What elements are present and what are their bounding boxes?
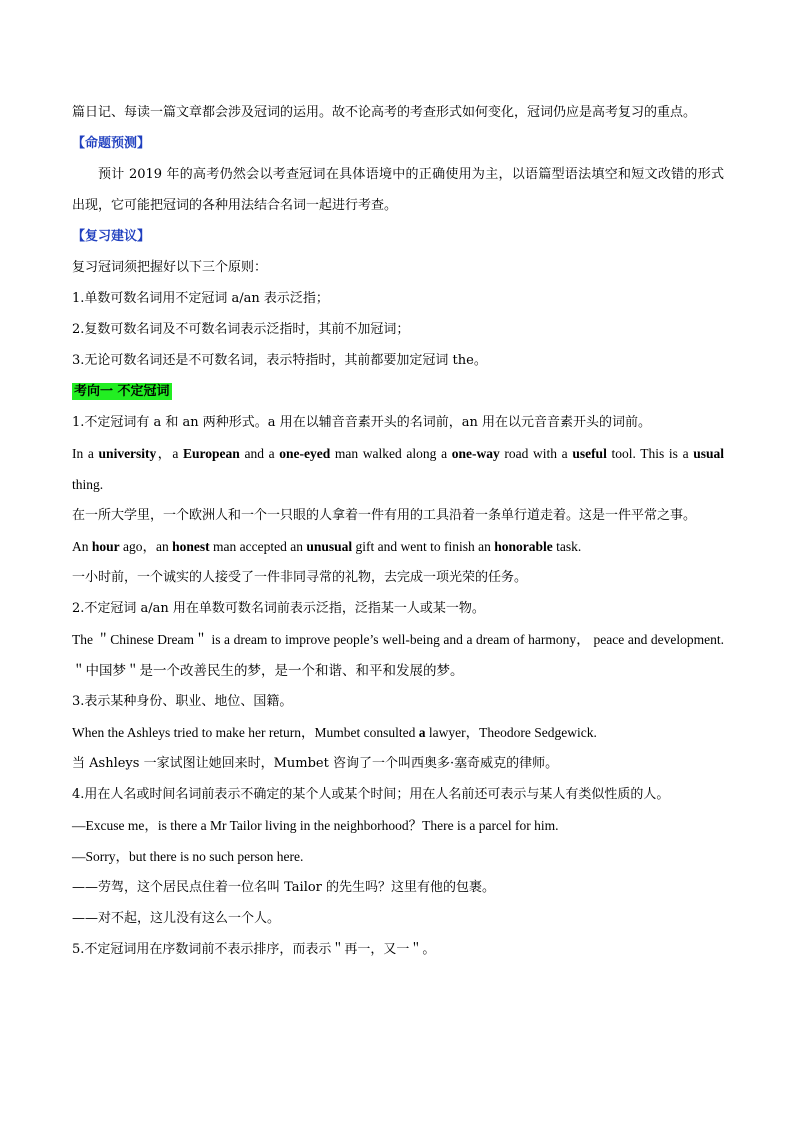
- principle-3: 3.无论可数名词还是不可数名词，表示特指时，其前都要加定冠词 the。: [72, 353, 487, 368]
- translation-6: ——对不起，这儿没有这么一个人。: [72, 911, 281, 926]
- example-5: —Excuse me，is there a Mr Tailor living in the neighborhood？There is a parcel for him.: [72, 818, 559, 833]
- example-4: When the Ashleys tried to make her return，Mumbet consulted a lawyer，Theodore Sedgewick.: [72, 725, 597, 740]
- principle-2: 2.复数可数名词及不可数名词表示泛指时，其前不加冠词；: [72, 322, 410, 337]
- rule-5: 5.不定冠词用在序数词前不表示排序，而表示＂再一，又一＂。: [72, 942, 436, 957]
- example-2: An hour ago，an honest man accepted an unusual gift and went to finish an honorable task.: [72, 539, 582, 554]
- document-page: [72, 97, 724, 965]
- example-6: —Sorry，but there is no such person here.: [72, 849, 304, 864]
- translation-4: 当 Ashleys 一家试图让她回来时，Mumbet 咨询了一个叫西奥多·塞奇威克的律师。: [72, 756, 559, 771]
- heading-prediction: 【命题预测】: [72, 136, 151, 151]
- section-title-indefinite-article: 考向一 不定冠词: [74, 384, 170, 399]
- rule-3: 3.表示某种身份、职业、地位、国籍。: [72, 694, 293, 709]
- rule-1: 1.不定冠词有 a 和 an 两种形式。a 用在以辅音音素开头的名词前，an 用在以元音音素开头的词前。: [72, 415, 651, 430]
- heading-review-advice: 【复习建议】: [72, 229, 151, 244]
- translation-2: 一小时前，一个诚实的人接受了一件非同寻常的礼物，去完成一项光荣的任务。: [72, 570, 528, 585]
- paragraph-intro-end: 篇日记、每读一篇文章都会涉及冠词的运用。故不论高考的考查形式如何变化，冠词仍应是高考复习的重点。: [72, 105, 697, 120]
- translation-1: 在一所大学里，一个欧洲人和一个一只眼的人拿着一件有用的工具沿着一条单行道走着。这是一件平常之事。: [72, 508, 697, 523]
- example-3: The ＂Chinese Dream＂ is a dream to improve people’s well-being and a dream of harmony， peace and development.＂中国梦＂是一个改善民生的梦，是一个和谐、和平和发展的梦。: [72, 632, 724, 678]
- rule-4: 4.用在人名或时间名词前表示不确定的某个人或某个时间；用在人名前还可表示与某人有类似性质的人。: [72, 787, 670, 802]
- paragraph-principles-intro: 复习冠词须把握好以下三个原则：: [72, 260, 268, 275]
- section-title-row: [72, 376, 724, 407]
- rule-2: 2.不定冠词 a/an 用在单数可数名词前表示泛指，泛指某一人或某一物。: [72, 601, 485, 616]
- translation-5: ——劳驾，这个居民点住着一位名叫 Tailor 的先生吗？这里有他的包裹。: [72, 880, 496, 895]
- principle-1: 1.单数可数名词用不定冠词 a/an 表示泛指；: [72, 291, 329, 306]
- example-1: In a university，a European and a one-eyed man walked along a one-way road with a useful tool. This is a usual thing.: [72, 446, 724, 492]
- paragraph-prediction: 预计 2019 年的高考仍然会以考查冠词在具体语境中的正确使用为主，以语篇型语法填空和短文改错的形式出现，它可能把冠词的各种用法结合名词一起进行考查。: [72, 167, 724, 213]
